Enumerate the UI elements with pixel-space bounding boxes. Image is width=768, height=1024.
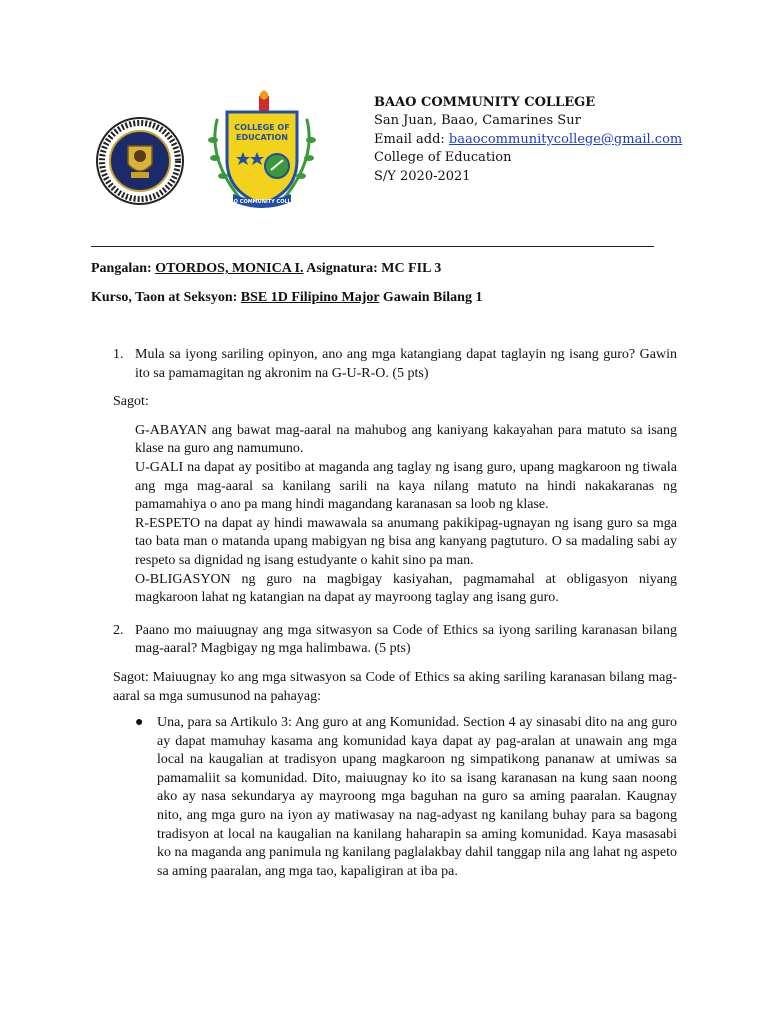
shield-text-bottom: EDUCATION	[236, 133, 288, 142]
answer-paragraph: U-GALI na dapat ay positibo at maganda ang taglay ng isang guro, upang magkaroon ng tiwala ang mga mag-aaral sa kanilang sarili na kaya nilang matuto na hindi nakakaranas ng pamamahiya o ano pa mang hindi magandang karanasan sa loob ng klase.	[135, 459, 677, 513]
baao-community-college-seal	[95, 116, 185, 206]
answer-1	[135, 422, 677, 608]
question-2	[91, 622, 677, 659]
question-text: Mula sa iyong sariling opinyon, ano ang mga katangiang dapat taglayin ng isang guro? Gawin ito sa pamamagitan ng akronim na G-U-R-O. (5 pts)	[135, 347, 677, 381]
document-body	[91, 346, 677, 881]
college-address: San Juan, Baao, Camarines Sur	[374, 113, 581, 129]
question-number: 2.	[113, 622, 124, 638]
email-link[interactable]: baaocommunitycollege@gmail.com	[448, 131, 683, 147]
answer-paragraph: R-ESPETO na dapat ay hindi mawawala sa anumang pakikipag-ugnayan ng isang guro sa mga tao bata man o matanda upang mabigyan ng bisa ang kanyang pagtuturo. O sa madaling sabi ay respeto sa dignidad ng isang estudyante o kahit sino pa man.	[135, 515, 677, 568]
shield-text-top: COLLEGE OF	[234, 123, 290, 132]
name-label: Pangalan:	[91, 261, 156, 276]
header-divider	[91, 246, 654, 247]
subject-label: Asignatura: MC FIL 3	[303, 261, 442, 276]
answer-label: Sagot:	[113, 394, 149, 410]
list-item	[135, 714, 677, 881]
answer-intro: Sagot: Maiuugnay ko ang mga sitwasyon sa Code of Ethics sa aking sariling karanasan bilang mag-aaral sa mga sumusunod na pahayag:	[113, 669, 677, 704]
college-of-education-logo	[203, 90, 321, 215]
student-name: OTORDOS, MONICA I.	[155, 261, 304, 276]
logos	[95, 90, 325, 215]
question-number: 1.	[113, 347, 124, 362]
course-label: Kurso, Taon at Seksyon:	[91, 290, 241, 305]
activity-label: Gawain Bilang 1	[379, 290, 483, 305]
bullet-icon: ●	[135, 715, 144, 731]
shield-ribbon-text: BAAO COMMUNITY COLLEGE	[222, 199, 302, 205]
answer-paragraph: G-ABAYAN ang bawat mag-aaral na mahubog ang kaniyang kakayahan para matuto sa isang klase na guro ang namumuno.	[135, 422, 677, 457]
college-header	[374, 94, 682, 186]
school-year: S/Y 2020-2021	[374, 168, 471, 184]
department: College of Education	[374, 150, 512, 166]
answer-paragraph: O-BLIGASYON ng guro na magbigay kasiyahan, pagmamahal at obligasyon niyang magkaroon lahat ng katangian na dapat ay mayroong taglay ang isang guro.	[135, 571, 677, 606]
course-activity-line	[91, 290, 482, 306]
name-subject-line	[91, 261, 441, 277]
course-value: BSE 1D Filipino Major	[240, 290, 380, 305]
email-label: Email add:	[374, 131, 449, 147]
question-text: Paano mo maiuugnay ang mga sitwasyon sa Code of Ethics sa iyong sariling karanasan bilang mag-aaral? Magbigay ng mga halimbawa. (5 pts)	[135, 622, 677, 657]
college-name: BAAO COMMUNITY COLLEGE	[374, 95, 596, 110]
question-1	[91, 346, 677, 383]
list-item-text: Una, para sa Artikulo 3: Ang guro at ang Komunidad. Section 4 ay sinasabi dito na ang guro ay dapat mamuhay kasama ang komunidad kaya dapat ay pag-aralan at unawain ang mga local na kaugalian at tradisyon upang magkaroon ng simpatikong pananaw at umiwas sa pamamaliit sa komunidad. Dito, maiuugnay ko ito sa isang karanasan na kung saan noong ako ay nasa sekundarya ay mayroong mga baguhan na guro sa aming paaralan. Kaugnay nito, ang mga guro na iyon ay matiwasay na nag-adyast ng kanilang buhay para sa bagong tradisyon at local na kaugalian na kanilang haharapin sa aming komunidad. Kaya masasabi ko na maganda ang panimula ng kanilang paglalakbay dahil tanggap nila ang lahat ng aspeto sa aming paaralan, ang mga tao, kapaligiran at iba pa.	[157, 715, 677, 879]
email-line	[374, 131, 682, 149]
